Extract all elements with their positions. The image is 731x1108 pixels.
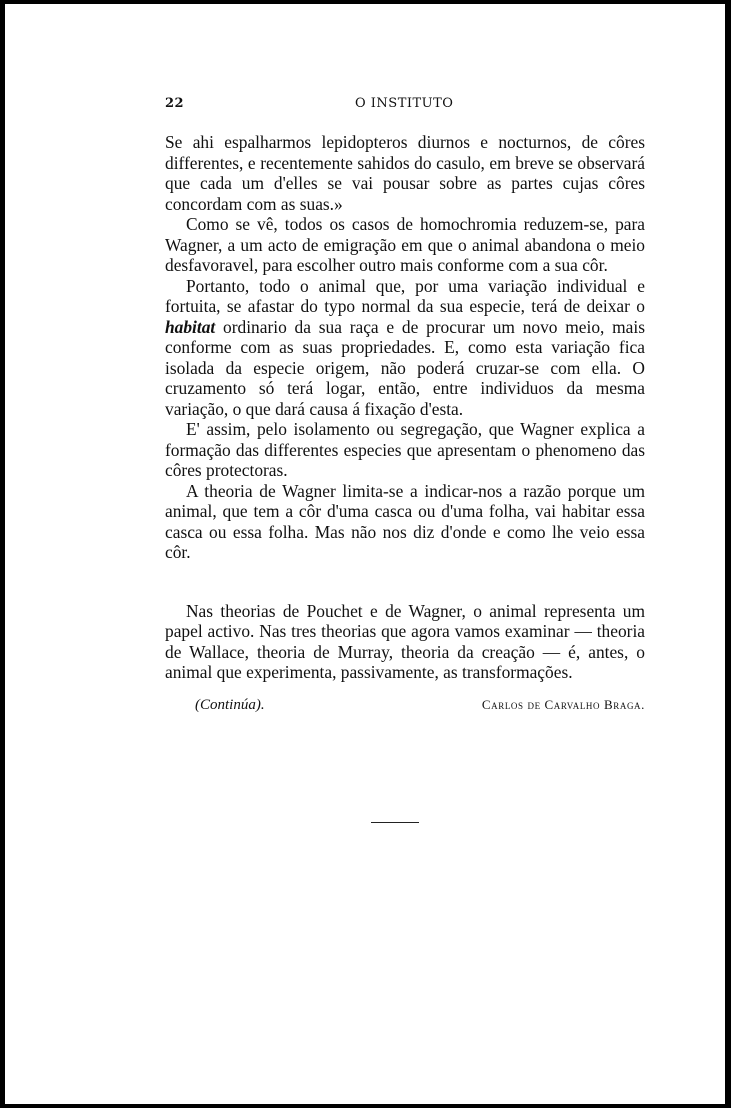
paragraph-2: Como se vê, todos os casos de homochromia reduzem-se, para Wagner, a um acto de emigração em que o animal abandona o meio desfavoravel, para escolher outro mais conforme com a sua côr. bbox=[165, 214, 645, 275]
body-text bbox=[165, 132, 645, 683]
signature-line bbox=[195, 697, 645, 715]
continua-note: (Continúa). bbox=[195, 697, 265, 713]
page-number: 22 bbox=[165, 96, 185, 111]
paragraph-3-end: ordinario da sua raça e de procurar um novo meio, mais conforme com as suas propriedades. E, como esta variação fica isolada da especie origem, não poderá cruzar-se com ella. O cruzamento só terá logar, então, entre individuos da mesma variação, o que dará causa á fixação d'esta. bbox=[165, 316, 646, 419]
paragraph-4: E' assim, pelo isolamento ou segregação, que Wagner explica a formação das differentes especies que apresentam o phenomeno das côres protectoras. bbox=[165, 419, 645, 480]
paragraph-3-start: Portanto, todo o animal que, por uma variação individual e fortuita, se afastar do typo normal da sua especie, terá de deixar o bbox=[165, 275, 645, 316]
closing-rule bbox=[371, 822, 419, 823]
running-title: O INSTITUTO bbox=[355, 96, 454, 111]
paragraph-1: Se ahi espalharmos lepidopteros diurnos e nocturnos, de côres differentes, e recentemente sahidos do casulo, em breve se observará que cada um d'elles se vai pousar sobre as partes cujas côres concordam com as suas.» bbox=[165, 132, 645, 214]
author-signature: Carlos de Carvalho Braga. bbox=[481, 697, 645, 712]
section-gap bbox=[165, 563, 645, 601]
paragraph-5: A theoria de Wagner limita-se a indicar-nos a razão porque um animal, que tem a côr d'uma casca ou d'uma folha, vai habitar essa casca ou essa folha. Mas não nos diz d'onde e como lhe veio essa côr. bbox=[165, 480, 645, 562]
paragraph-6: Nas theorias de Pouchet e de Wagner, o animal representa um papel activo. Nas tres theorias que agora vamos examinar — theoria de Wallace, theoria de Murray, theoria da creação — é, antes, o animal que experimenta, passivamente, as transformações. bbox=[165, 600, 645, 682]
document-page bbox=[5, 4, 725, 1104]
page-header bbox=[165, 96, 645, 114]
paragraph-3 bbox=[165, 276, 645, 420]
habitat-term: habitat bbox=[165, 316, 216, 337]
